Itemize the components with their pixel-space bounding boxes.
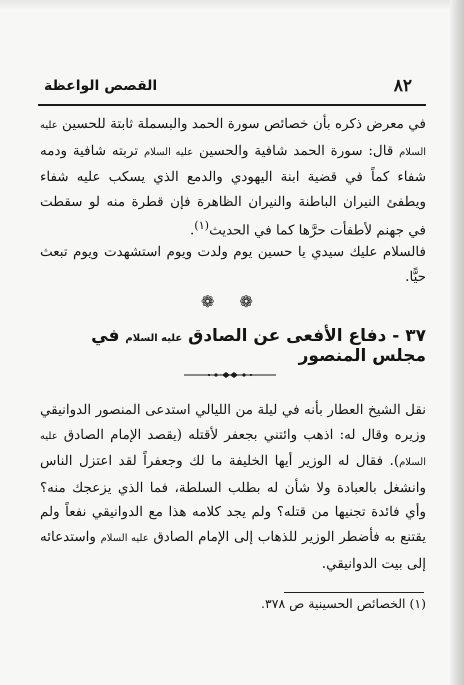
p3-text-b: ). فقال له الوزير أيها الخليفة ما لك وجعفراً لقد اعتزل الناس وانشغل بالعبادة ولا شأن له بطلب السلطة، فما الذي يزعجك منه؟ وأي فائدة تجنيها من قتله؟ ولم يجد كلامه هذا مع الدوانيقي نفعاً ولم يقتنع به فأضطر الوزير للذهاب إلى الإمام الصادق (40, 453, 426, 545)
p3-text-c: واستدعائه إلى بيت الدوانيقي. (40, 528, 426, 572)
scan-shadow-right (450, 0, 464, 685)
ornament-divider (182, 370, 278, 380)
page-header (38, 72, 418, 102)
honorific-glyph: عليه السلام (40, 120, 427, 158)
p3-text-a: نقل الشيخ العطار بأنه في ليلة من الليالي استدعى المنصور الدوانيقي وزيره وقال له: اذهب وائتني بجعفر لأقتله (يقصد الإمام الصادق (40, 402, 426, 443)
p1-text-b: قال: سورة الحمد شافية والحسين (193, 142, 400, 159)
footnote-reference[interactable]: (١) (194, 219, 210, 232)
paragraph-3 (40, 398, 426, 576)
header-rule (38, 104, 426, 106)
running-title: القصص الواعظة (44, 78, 158, 94)
footnote-rule (284, 592, 424, 593)
honorific-glyph: عليه السلام (125, 333, 183, 344)
footnote: (١) الخصائص الحسينية ص ٣٧٨. (261, 596, 426, 611)
honorific-glyph: عليه السلام (40, 430, 426, 469)
chapter-heading-text-a: ٣٧ - دفاع الأفعى عن الصادق (182, 326, 426, 346)
p1-text-end: . (189, 222, 195, 239)
p1-text-c: تربته شافية ودمه شفاء كماً في قضية ابنة اليهودي والدمع الذي يسكب عليه شفاء ويطفئ النيران الباطنة والنيران الظاهرة فإن قطرة منه لو سقطت في جهنم لأطفأت حرَّها كما في الحديث (40, 142, 426, 239)
paragraph-2: فالسلام عليك سيدي يا حسين يوم ولدت ويوم استشهدت ويوم تبعث حيًّا. (40, 244, 426, 285)
page-number: ٨٢ (393, 76, 412, 96)
section-separator-stars: ❁ ❁ (201, 292, 263, 311)
paragraph-1 (40, 112, 426, 243)
chapter-heading (40, 326, 426, 366)
p1-text-a: في معرض ذكره بأن خصائص سورة الحمد والبسملة ثابتة للحسين (57, 116, 426, 132)
chapter-heading-text-b: في مجلس المنصور (91, 326, 426, 366)
honorific-glyph: عليه السلام (100, 532, 149, 544)
scan-shadow-top (0, 0, 464, 10)
honorific-glyph: عليه السلام (143, 146, 194, 158)
